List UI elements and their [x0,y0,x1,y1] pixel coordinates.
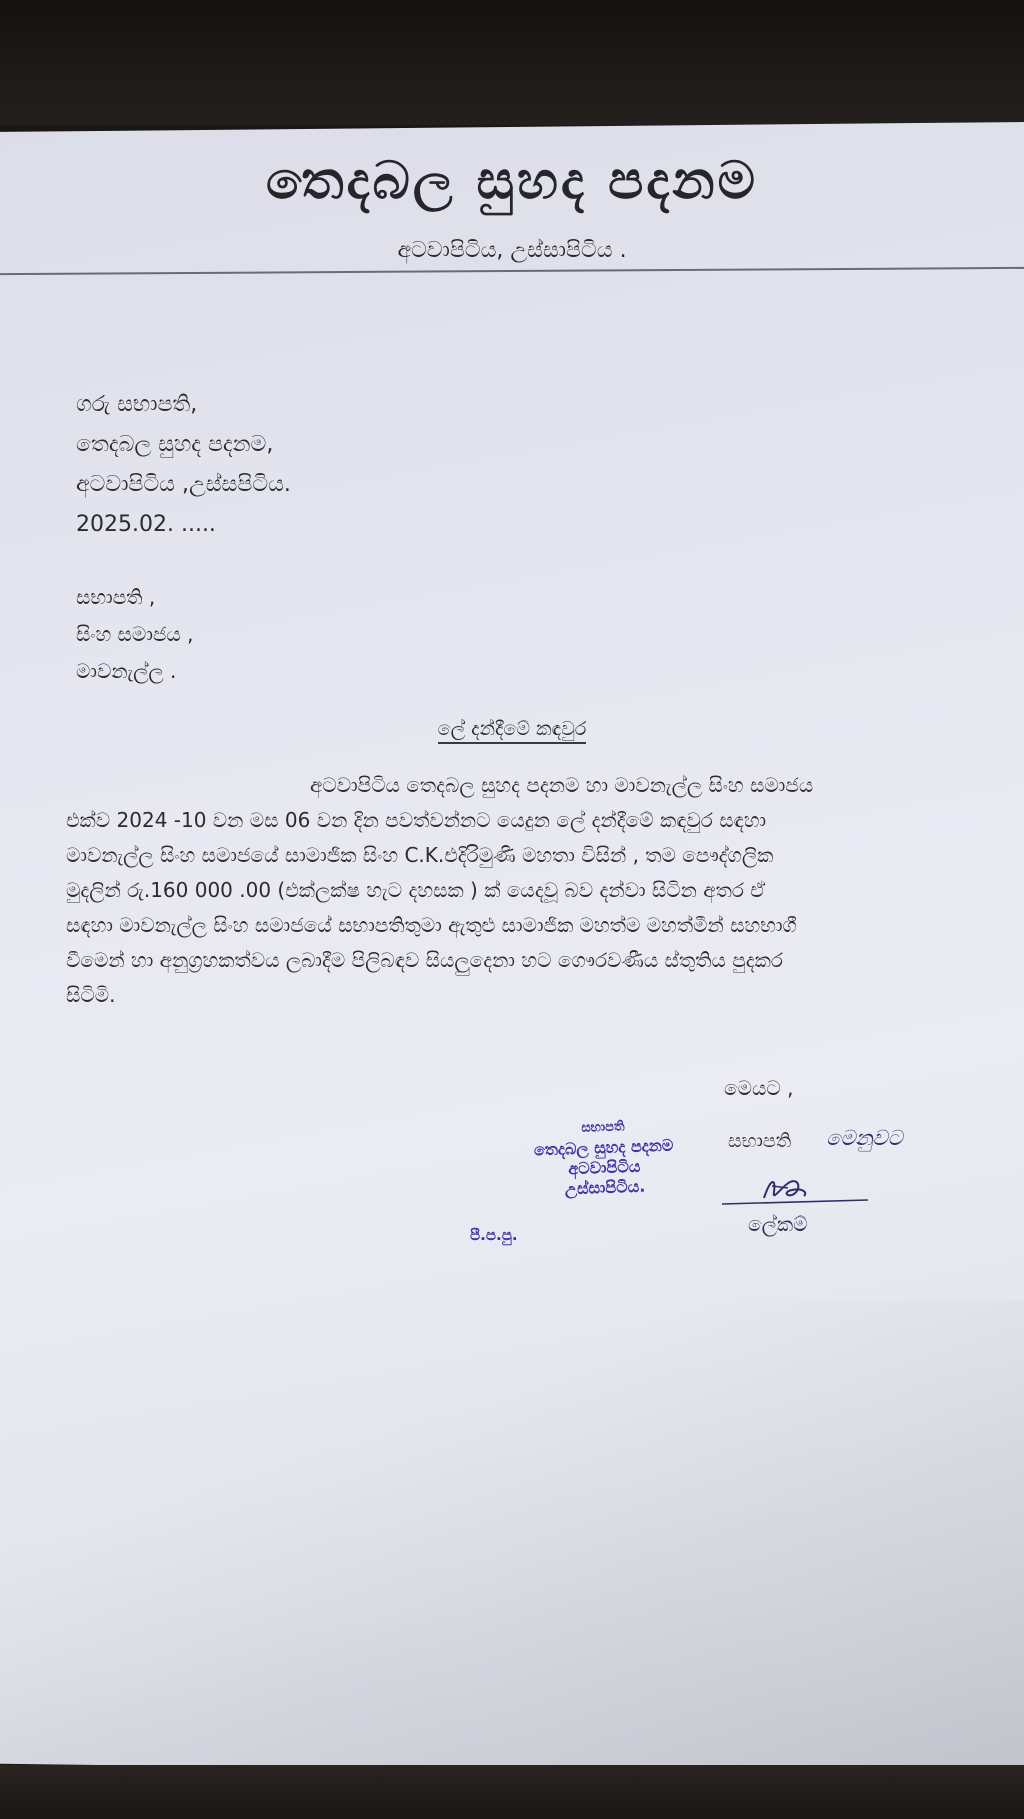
recipient-line: සිංහ සමාජය , [76,622,194,646]
official-stamp [487,1114,722,1202]
body-line: සිටිමි. [66,983,116,1007]
signature-role: ලේකම් [748,1212,808,1236]
stamp-line: තෙදබල සුහද පදනම [533,1135,674,1160]
body-line: එක්ව 2024 -10 වන මස 06 වන දින පවත්වන්නට යෙදුන ලේ දන්දීමේ කඳවුර සඳහා [66,808,767,832]
body-line: වීමෙන් හා අනුග්‍රහකත්වය ලබාදීම පිලිබඳව සියලුදෙනා හට ගෞරවණීය ස්තුතිය පුදකර [66,948,783,972]
recipient-line: මාවනැල්ල . [76,659,177,683]
stamp-seal-line: පී.ප.පු. [470,1226,518,1244]
stamp-line: අටවාපිටිය [568,1156,641,1179]
letterhead-title: තෙදබල සුහද පදනම [265,150,759,211]
body-line: අටවාපිටිය තෙදබල සුහද පදනම හා මාවනැල්ල සිංහ සමාජය [310,773,814,797]
body-line: මාවනැල්ල සිංහ සමාජයේ සාමාජික සිංහ C.K.එදිරිමුණි මහතා විසින් , තම පෞද්ගලික [66,843,774,867]
stamp-line: සභාපති [581,1119,625,1136]
sender-date: 2025.02. ..... [76,512,216,537]
subject-heading [0,718,1024,740]
photo-background-bottom [0,1765,1024,1819]
sender-line: ගරු සභාපති, [76,392,198,417]
body-line: සඳහා මාවනැල්ල සිංහ සමාජයේ සභාපතිතුමා ඇතුළු සාමාජික මහත්ම මහත්මීන් සහභාගී [66,913,797,937]
recipient-line: සභාපති , [76,585,156,609]
letterhead-address: අටවාපිටිය, උස්සාපිටිය . [397,238,627,263]
body-line: මුදලින් රු.160 000 .00 (එක්ලක්ෂ හැට දහසක ) ක් යෙදවූ බව දන්වා සිටින අතර ඒ [66,878,766,902]
photo-background-top [0,0,1024,125]
signatory-designation: සභාපති [728,1130,792,1152]
letter-body [66,768,966,1013]
handwritten-note: මෙනුවට [826,1126,903,1150]
subject-text: ලේ දන්දීමේ කඳවුර [438,718,587,744]
stamp-line: උස්සාපිටිය. [564,1176,646,1199]
closing-phrase: මෙයට , [724,1076,794,1100]
sender-line: අටවාපිටිය ,උස්සපිටිය. [76,472,291,497]
sender-line: තෙදබල සුහද පදනම, [76,432,274,457]
